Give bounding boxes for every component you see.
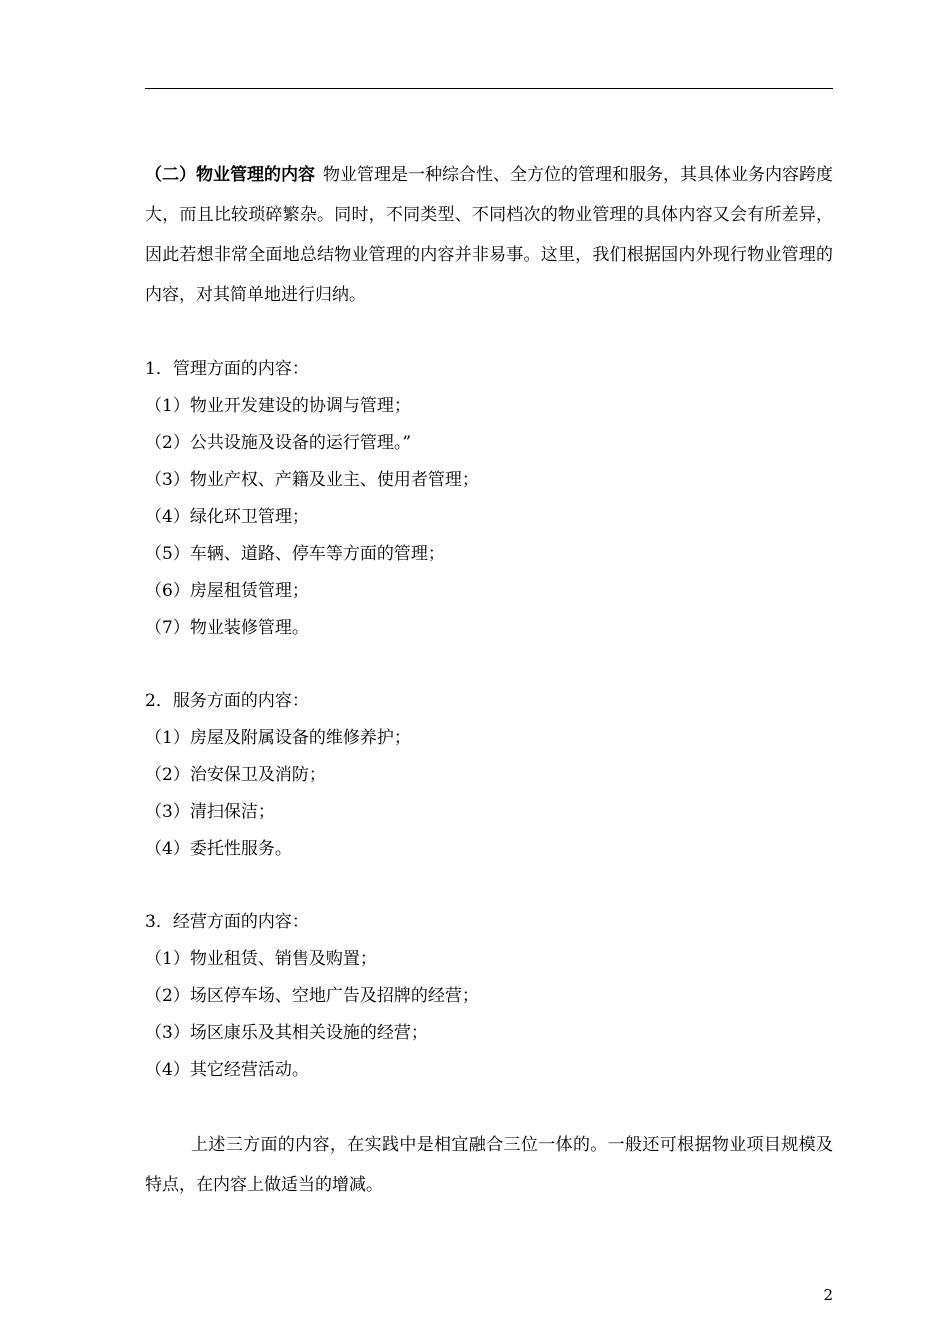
list-item: （3）清扫保洁； (145, 802, 275, 822)
list-item: （3）物业产权、产籍及业主、使用者管理； (145, 470, 479, 490)
section-title: 2．服务方面的内容： (145, 691, 309, 711)
list-item: （2）场区停车场、空地广告及招牌的经营； (145, 986, 479, 1006)
section-title: 3．经营方面的内容： (145, 912, 309, 932)
intro-heading: （二）物业管理的内容 (145, 165, 315, 185)
list-item: （1）物业开发建设的协调与管理； (145, 396, 411, 416)
intro-paragraph (145, 155, 833, 315)
list-item: （7）物业装修管理。 (145, 618, 309, 638)
section-operation (145, 904, 833, 1089)
section-title: 1．管理方面的内容： (145, 359, 309, 379)
list-item: （1）物业租赁、销售及购置； (145, 949, 377, 969)
intro-text: 物业管理是一种综合性、全方位的管理和服务，其具体业务内容跨度大，而且比较琐碎繁杂。同时，不同类型、不同档次的物业管理的具体内容又会有所差异，因此若想非常全面地总结物业管理的内容并非易事。这里，我们根据国内外现行物业管理的内容，对其简单地进行归纳。 (145, 165, 833, 305)
list-item: （2）治安保卫及消防； (145, 765, 326, 785)
section-service (145, 683, 833, 868)
document-body (145, 155, 833, 1222)
list-item: （5）车辆、道路、停车等方面的管理； (145, 544, 445, 564)
list-item: （1）房屋及附属设备的维修养护； (145, 728, 411, 748)
list-item: （6）房屋租赁管理； (145, 581, 309, 601)
list-item: （3）场区康乐及其相关设施的经营； (145, 1023, 428, 1043)
header-rule (145, 88, 833, 89)
list-item: （2）公共设施及设备的运行管理。” (145, 433, 412, 453)
page-number: 2 (823, 1286, 833, 1304)
list-item: （4）绿化环卫管理； (145, 507, 309, 527)
list-item: （4）委托性服务。 (145, 839, 292, 859)
list-item: （4）其它经营活动。 (145, 1060, 309, 1080)
closing-paragraph: 上述三方面的内容，在实践中是相宜融合三位一体的。一般还可根据物业项目规模及特点，在内容上做适当的增减。 (145, 1135, 833, 1195)
section-management (145, 351, 833, 647)
